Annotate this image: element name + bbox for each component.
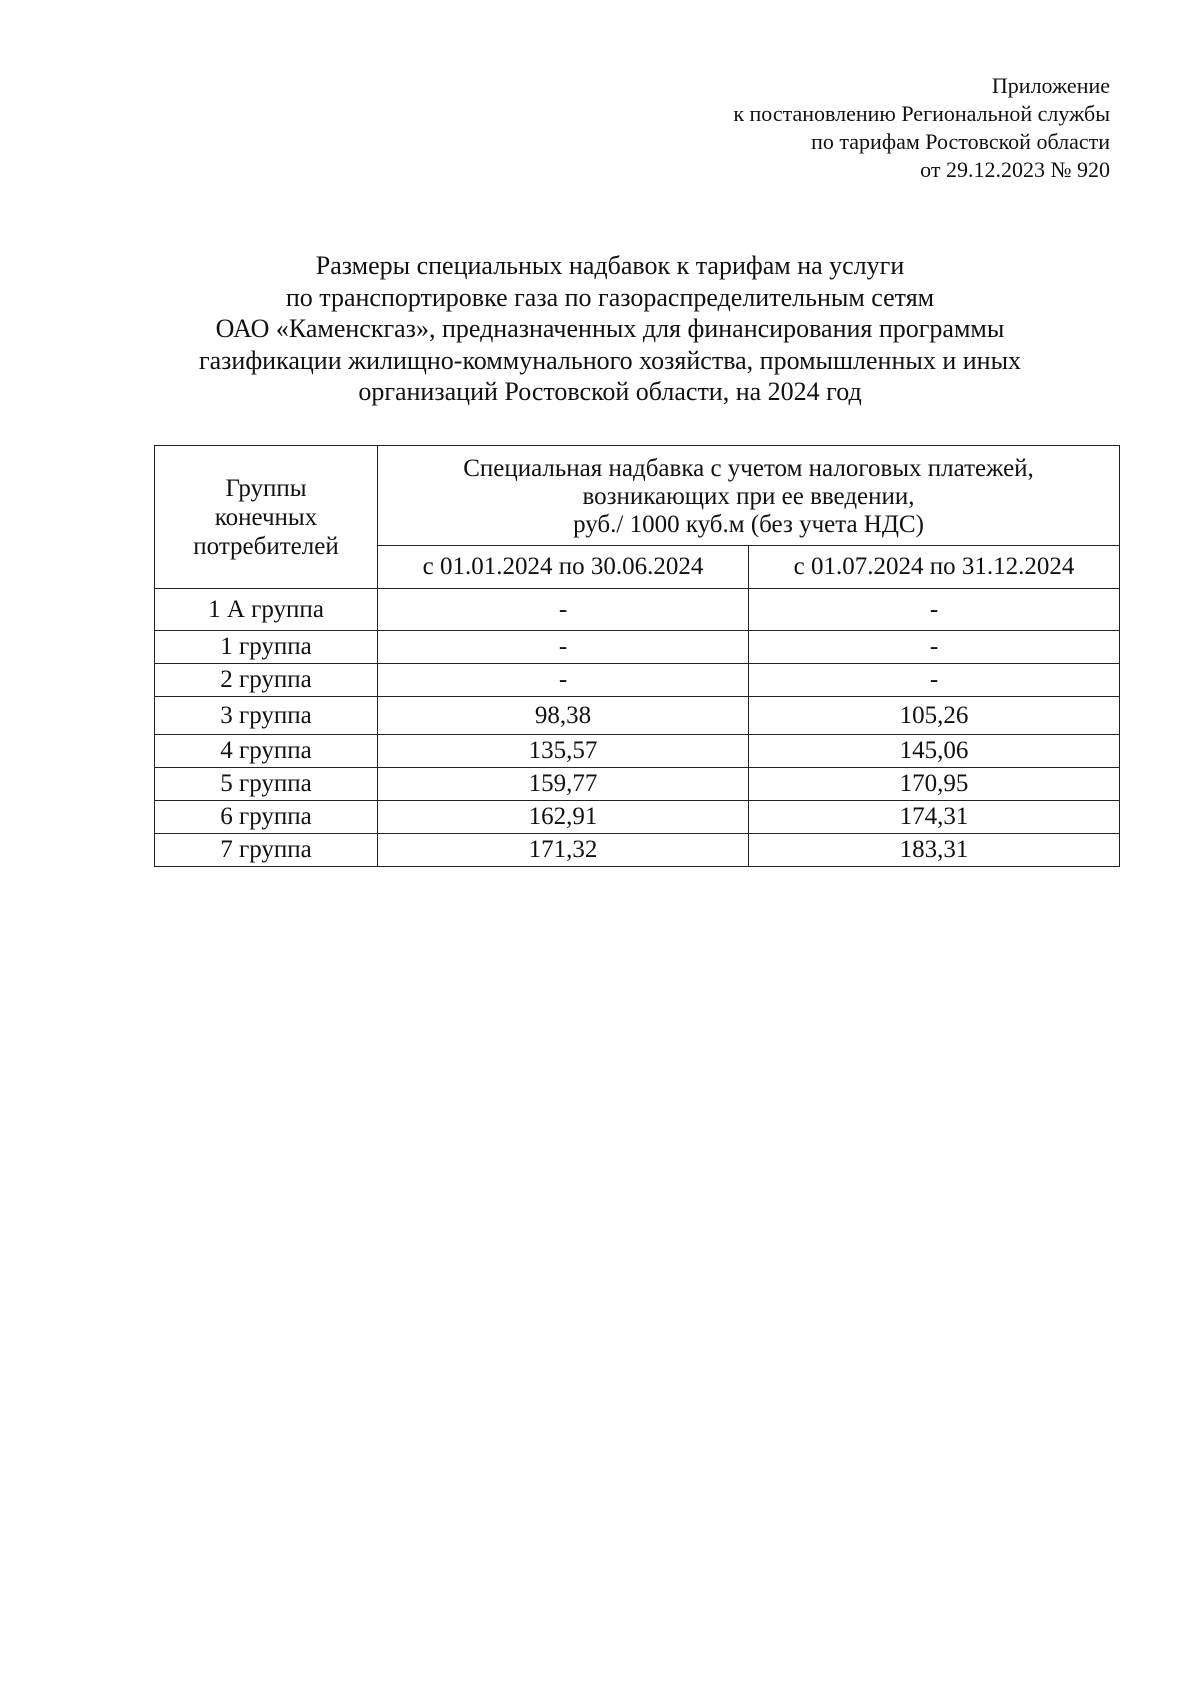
group-cell: 3 группа	[155, 697, 378, 735]
document-title	[150, 250, 1070, 408]
title-line: по транспортировке газа по газораспределительным сетям	[285, 282, 935, 312]
table-row	[155, 697, 1120, 735]
table-row	[155, 834, 1120, 867]
appendix-label: Приложение	[991, 73, 1110, 98]
table-row	[155, 735, 1120, 768]
surcharge-column-header: Специальная надбавка с учетом налоговых платежей, возникающих при ее введении, руб./ 1000 куб.м (без учета НДС)	[378, 446, 1120, 546]
value-cell-h1: -	[378, 631, 749, 664]
tariff-table	[154, 445, 1120, 867]
title-line: газификации жилищно-коммунального хозяйства, промышленных и иных	[198, 345, 1022, 375]
table-row	[155, 801, 1120, 834]
title-line: организаций Ростовской области, на 2024 год	[358, 377, 862, 406]
table-row	[155, 664, 1120, 697]
value-cell-h1: -	[378, 589, 749, 631]
appendix-header	[733, 72, 1110, 184]
value-cell-h2: -	[749, 589, 1120, 631]
period-header-h2: с 01.07.2024 по 31.12.2024	[749, 546, 1120, 589]
table-row	[155, 589, 1120, 631]
value-cell-h2: 105,26	[749, 697, 1120, 735]
appendix-date-number: от 29.12.2023 № 920	[920, 157, 1110, 182]
value-cell-h2: 174,31	[749, 801, 1120, 834]
group-cell: 7 группа	[155, 834, 378, 867]
value-cell-h1: 159,77	[378, 768, 749, 801]
appendix-resolution: к постановлению Региональной службы	[733, 101, 1110, 126]
group-cell: 5 группа	[155, 768, 378, 801]
value-cell-h1: 171,32	[378, 834, 749, 867]
table-row	[155, 631, 1120, 664]
table-row	[155, 768, 1120, 801]
value-cell-h2: -	[749, 631, 1120, 664]
value-cell-h2: 183,31	[749, 834, 1120, 867]
value-cell-h1: 135,57	[378, 735, 749, 768]
title-line: Размеры специальных надбавок к тарифам на услуги	[315, 251, 905, 280]
group-cell: 1 группа	[155, 631, 378, 664]
group-cell: 1 А группа	[155, 589, 378, 631]
group-column-header: Группы конечных потребителей	[155, 446, 378, 589]
period-header-h1: с 01.01.2024 по 30.06.2024	[378, 546, 749, 589]
value-cell-h1: -	[378, 664, 749, 697]
group-cell: 4 группа	[155, 735, 378, 768]
value-cell-h1: 98,38	[378, 697, 749, 735]
title-line: ОАО «Каменскгаз», предназначенных для финансирования программы	[215, 314, 1005, 343]
value-cell-h2: 145,06	[749, 735, 1120, 768]
value-cell-h2: -	[749, 664, 1120, 697]
group-cell: 6 группа	[155, 801, 378, 834]
group-cell: 2 группа	[155, 664, 378, 697]
appendix-authority: по тарифам Ростовской области	[811, 129, 1110, 154]
value-cell-h1: 162,91	[378, 801, 749, 834]
value-cell-h2: 170,95	[749, 768, 1120, 801]
